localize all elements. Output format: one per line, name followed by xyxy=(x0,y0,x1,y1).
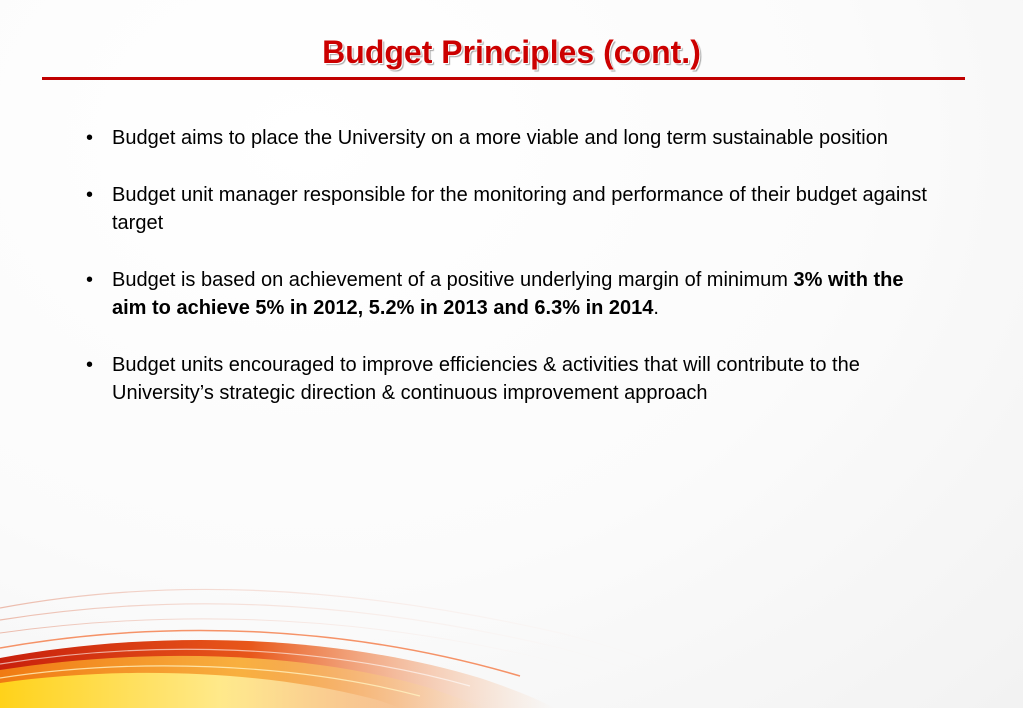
bullet-text-period: . xyxy=(653,297,659,319)
bullet-marker: • xyxy=(86,183,94,206)
title-underline-rule xyxy=(42,77,965,80)
bullet-marker: • xyxy=(86,268,94,291)
bullet-item xyxy=(86,351,931,408)
slide-title: Budget Principles (cont.) xyxy=(322,34,701,70)
bullet-text-bold-targets: 3% with the aim to achieve 5% in 2012, 5.2% in 2013 and 6.3% in 2014 xyxy=(112,268,904,319)
bullet-item xyxy=(86,181,931,238)
bullet-list xyxy=(86,124,931,436)
bullet-text: Budget unit manager responsible for the monitoring and performance of their budget against target xyxy=(112,183,927,234)
bullet-text: Budget aims to place the University on a more viable and long term sustainable position xyxy=(112,127,888,149)
bullet-item xyxy=(86,124,931,153)
bullet-marker: • xyxy=(86,353,94,376)
decorative-flame-swoosh xyxy=(0,538,1023,708)
bullet-text-regular: Budget is based on achievement of a positive underlying margin of minimum xyxy=(112,268,794,291)
bullet-item xyxy=(86,266,931,323)
bullet-marker: • xyxy=(86,127,94,149)
bullet-text: Budget units encouraged to improve efficiencies & activities that will contribute to the University’s strategic direction & continuous improvement approach xyxy=(112,353,860,404)
